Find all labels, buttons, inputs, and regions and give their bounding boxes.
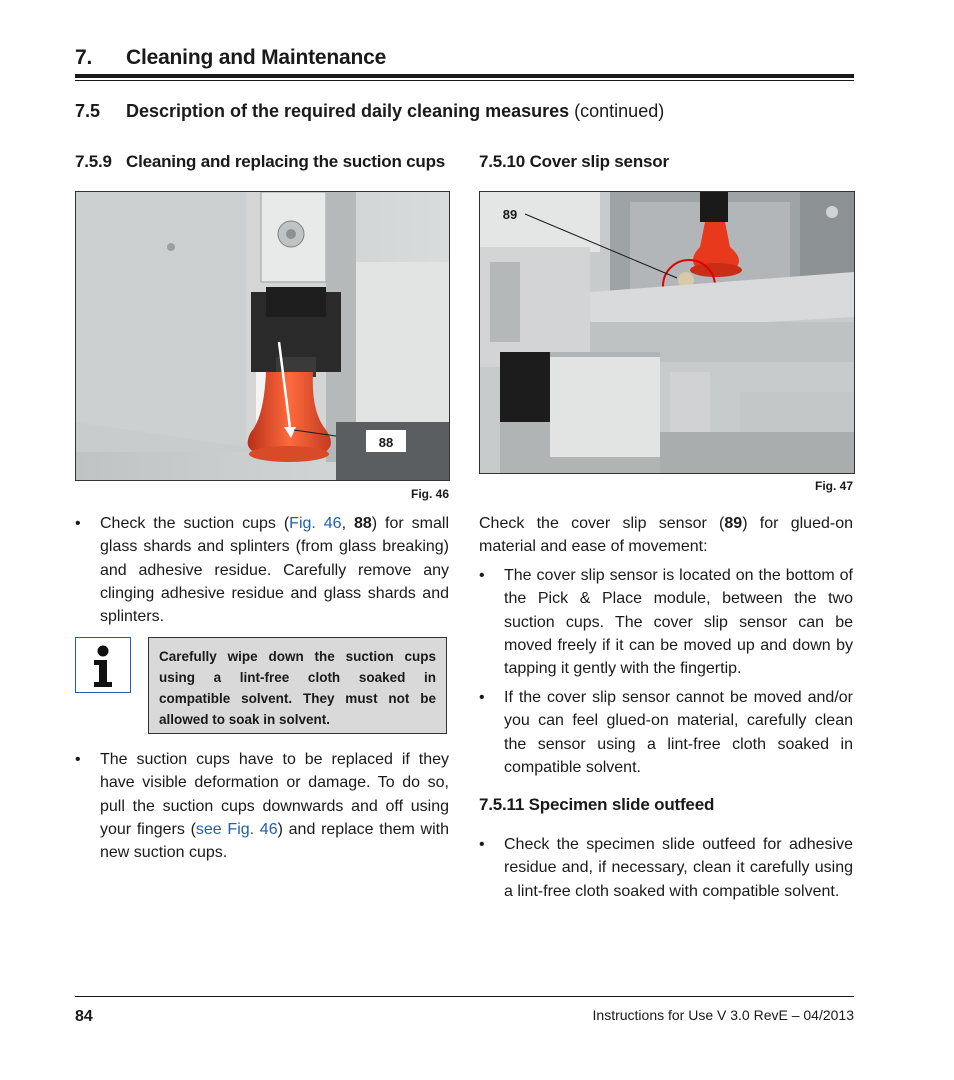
figure-47-label: 89 [502,207,518,222]
footer-rule [75,996,854,997]
subsection-title: Cleaning and replacing the suction cups [126,152,446,171]
section-heading [75,101,664,122]
bullet-text: , [341,515,354,532]
info-icon-glyph [76,638,130,692]
bullet-check-suction-cups [75,512,449,628]
subsection-number: 7.5.9 [75,152,112,171]
bullet-dot: • [479,836,485,853]
cover-slip-intro [479,512,853,559]
bullet-text: The suction cups have to be replaced if they have visible deformation or damage. To do so, pull the suction cups downwards and off using your fingers ( [100,751,449,838]
ref-88: 88 [353,515,372,532]
cover-slip-sensor-photo [480,192,854,473]
subsection-heading-7511: 7.5.11 Specimen slide outfeed [479,795,715,814]
figure-47-caption: Fig. 47 [814,479,853,493]
bullet-text: ) for small glass shards and splinters (from glass breaking) and adhesive residue. Carefully remove any clinging adhesive residue and glass shards and splinters. [100,515,449,626]
bullet-slide-outfeed [479,833,853,903]
info-icon [75,637,131,693]
fig-46-link[interactable]: Fig. 46 [289,515,342,532]
see-fig-46-link[interactable]: see Fig. 46 [195,820,278,838]
subsection-heading-759 [75,152,445,172]
bullet-text: Check the specimen slide outfeed for adhesive residue and, if necessary, clean it carefully using a lint-free cloth soaked with compatible solvent. [504,836,853,900]
section-continued: (continued) [574,101,665,121]
chapter-number: 7. [75,46,93,69]
bullet-sensor-cleaning [479,686,853,779]
bullet-text: If the cover slip sensor cannot be moved and/or you can feel glued-on material, carefully clean the sensor using a lint-free cloth soaked in compatible solvent. [504,689,853,776]
figure-46-label: 88 [378,435,394,450]
bullet-text: Check the suction cups ( [100,515,290,532]
intro-text: ) for glued-on material and ease of movement: [479,515,853,556]
section-title: Description of the required daily cleaning measures [126,101,570,121]
section-number: 7.5 [75,101,101,121]
bullet-sensor-location [479,564,853,680]
header-rule-thick [75,74,854,78]
intro-text: Check the cover slip sensor ( [479,515,725,532]
subsection-heading-7510: 7.5.10 Cover slip sensor [479,152,669,171]
bullet-dot: • [479,689,485,706]
chapter-title: Cleaning and Maintenance [126,46,387,69]
figure-47-cover-slip-sensor [479,191,855,474]
figure-46-caption: Fig. 46 [410,487,449,501]
page-number: 84 [75,1008,93,1025]
note-box: Carefully wipe down the suction cups using a lint-free cloth soaked in compatible solvent. They must not be allowed to soak in solvent. [148,637,447,734]
bullet-dot: • [479,567,485,584]
bullet-dot: • [75,515,81,532]
bullet-dot: • [75,751,81,768]
header-rule-thin [75,80,854,81]
figure-46-suction-cups [75,191,450,481]
chapter-heading [75,46,386,70]
ref-89: 89 [724,515,743,532]
bullet-replace-suction-cups [75,748,449,864]
bullet-text: The cover slip sensor is located on the bottom of the Pick & Place module, between the two suction cups. The cover slip sensor can be moved freely if it can be moved up and down by tapping it gently with the fingertip. [504,567,853,678]
bullet-text: ) and replace them with new suction cups. [100,820,449,862]
document-version: Instructions for Use V 3.0 RevE – 04/2013 [592,1007,854,1023]
suction-cup-photo [76,192,449,480]
